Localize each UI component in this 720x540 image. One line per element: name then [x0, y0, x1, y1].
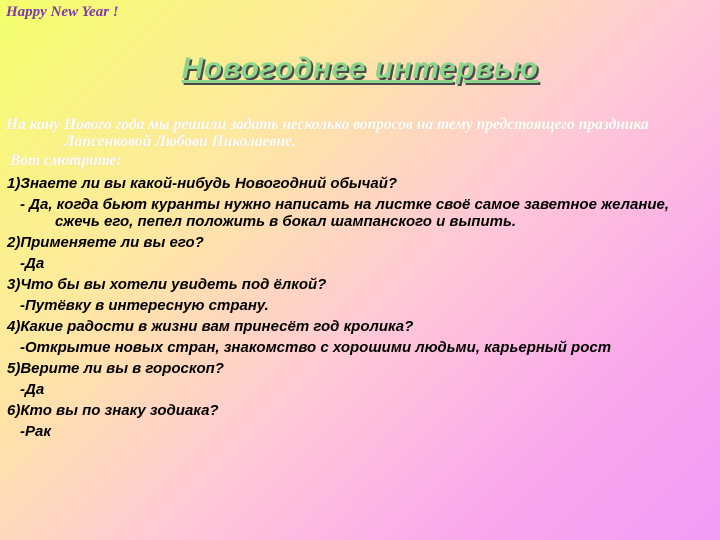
answer-3: -Путёвку в интересную страну.: [20, 297, 269, 314]
answer-5: -Да: [20, 381, 45, 398]
corner-caption: Happy New Year !: [6, 4, 119, 20]
answer-2: -Да: [20, 255, 45, 272]
question-4: 4)Какие радости в жизни вам принесёт год кролика?: [7, 318, 414, 335]
interview-list: [7, 175, 707, 444]
intro-paragraph: [6, 116, 666, 169]
question-6: 6)Кто вы по знаку зодиака?: [7, 402, 219, 419]
question-1: 1)Знаете ли вы какой-нибудь Новогодний обычай?: [7, 175, 398, 192]
intro-line-1: На кону Нового года мы решили задать несколько вопросов на тему предстоящего праздника Лапсенковой Любови Николаевне.: [6, 116, 649, 150]
page-title: Новогоднее интервью: [181, 52, 539, 85]
question-2: 2)Применяете ли вы его?: [7, 234, 204, 251]
question-5: 5)Верите ли вы в гороскоп?: [7, 360, 224, 377]
question-3: 3)Что бы вы хотели увидеть под ёлкой?: [7, 276, 327, 293]
answer-1: - Да, когда бьют куранты нужно написать на листке своё самое заветное желание, сжечь его, пепел положить в бокал шампанского и выпить.: [20, 196, 670, 230]
intro-line-2: Вот смотрите:: [10, 152, 122, 169]
answer-6: -Рак: [20, 423, 51, 440]
answer-4: -Открытие новых стран, знакомство с хорошими людьми, карьерный рост: [20, 339, 612, 356]
